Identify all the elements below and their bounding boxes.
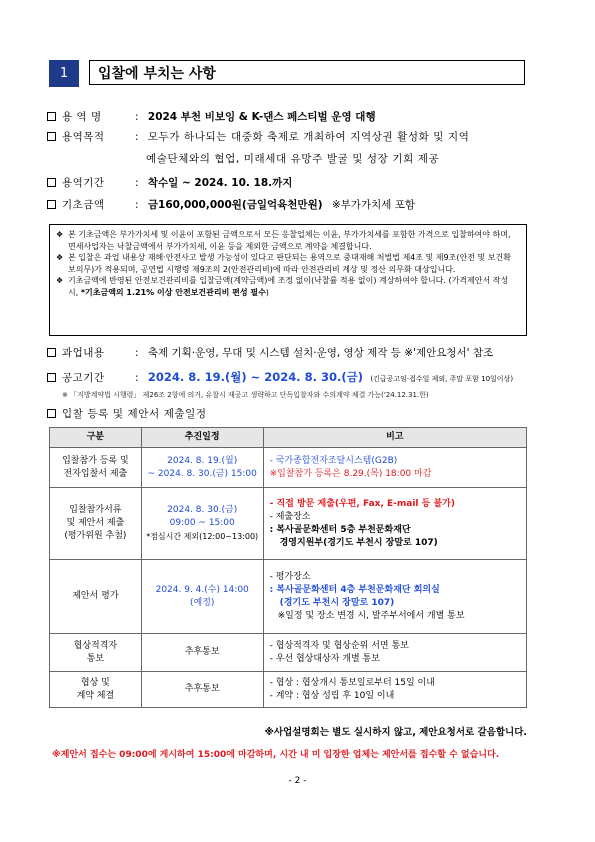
note-item: ❖ 본 입찰은 과업 내용상 재해·안전사고 발생 가능성이 있다고 판단되는 용역으로 중대재해 처벌법 제4조 및 제9조(안전 및 보건확보의무)가 적용되며, 공연법 시행령 제9조의 2(안전관리비)에 따라 안전관리비 계상 및 정산 의무화 대상입니다. (56, 253, 511, 274)
table-row: 협상적격자 통보 추후통보 - 협상적격자 및 협상순위 서면 통보 - 우선 협상대상자 개별 통보 (50, 634, 527, 672)
checkbox-bullet-icon (47, 373, 56, 382)
scope-value: 축제 기획·운영, 무대 및 시스템 설치·운영, 영상 제작 등 ※'제안요청서' 참조 (147, 347, 494, 359)
checkbox-bullet-icon (47, 178, 56, 187)
checkbox-bullet-icon (47, 200, 56, 209)
notice-period-value: 2024. 8. 19.(월) ~ 2024. 8. 30.(금) (147, 370, 364, 384)
checkbox-bullet-icon (47, 348, 56, 357)
diamond-bullet-icon: ❖ (56, 253, 64, 262)
info-scope: 과업내용 : 축제 기획·운영, 무대 및 시스템 설치·운영, 영상 제작 등 ※'제안요청서' 참조 (47, 346, 493, 360)
checkbox-bullet-icon (47, 409, 56, 418)
section-title: 입찰에 부치는 사항 (89, 60, 525, 85)
submission-deadline-note: ※제안서 접수는 09:00에 게시하여 15:00에 마감하며, 시간 내 미 입장한 업체는 제안서를 접수할 수 없습니다. (52, 750, 500, 760)
schedule-table (49, 427, 527, 708)
base-price-suffix: ※부가가치세 포함 (331, 199, 415, 211)
project-name-value: 2024 부천 비보잉 & K-댄스 페스티벌 운영 대행 (147, 111, 376, 123)
note-item: ❖ 본 기초금액은 부가가치세 및 이윤이 포함된 금액으로서 모든 응찰업체는 이윤, 부가가치세를 포함한 가격으로 입찰하여야 하며, 면세사업자는 낙찰금액에서 부가가치세, 이윤 등을 제외한 금액으로 계약을 체결합니다. (56, 230, 511, 251)
diamond-bullet-icon: ❖ (56, 276, 64, 285)
table-header-row (50, 428, 527, 448)
table-row: 입찰참가서류 및 제안서 제출 (평가위원 추첨) 2024. 8. 30.(금) 09:00 ~ 15:00 *점심시간 제외(12:00~13:00) - 직접 방문 제출(우편, Fax, E-mail 등 불가) - 제출장소 : 복사골문화센터 5층 부천문화재단 경영지원부(경기도 부천시 장말로 107) (50, 488, 527, 560)
table-row: 입찰참가 등록 및 전자입찰서 제출 2024. 8. 19.(월) ~ 2024. 8. 30.(금) 15:00 - 국가종합전자조달시스템(G2B) ※입찰참가 등록은 8.29.(목) 18:00 마감 (50, 448, 527, 488)
table-row: 제안서 평가 2024. 9. 4.(수) 14:00 (예정) - 평가장소 : 복사골문화센터 4층 부천문화재단 회의실 (경기도 부천시 장말로 107) ※일정 및 장소 변경 시, 발주부서에서 개별 통보 (50, 560, 527, 634)
diamond-bullet-icon: ❖ (56, 230, 64, 239)
column-header: 비고 (263, 428, 526, 448)
info-period: 용역기간 : 착수일 ~ 2024. 10. 18.까지 (47, 176, 292, 190)
checkbox-bullet-icon (47, 112, 56, 121)
note-item: ❖ 기초금액에 반영된 안전보건관리비를 입찰금액(계약금액)에 조정 없이(낙찰률 적용 없이) 계상하여야 합니다. (가격제안서 작성 시, *기초금액의 1.21% 이상 안전보건관리비 편성 필수) (56, 276, 509, 297)
safety-cost-requirement: *기초금액의 1.21% 이상 안전보건관리비 편성 필수 (80, 287, 266, 297)
rebid-note: ※ 「지방계약법 시행령」 제26조 2항에 의거, 유찰시 재공고 생략하고 단독입찰자와 수의계약 체결 가능('24.12.31.한) (62, 391, 429, 399)
section-number: 1 (49, 60, 79, 87)
info-project-name: 용 역 명 : 2024 부천 비보잉 & K-댄스 페스티벌 운영 대행 (47, 110, 376, 124)
notice-row: 공고기간 : 2024. 8. 19.(월) ~ 2024. 8. 30.(금) (긴급공고임·접수일 제외, 주말 포함 10일이상) (47, 370, 513, 386)
purpose-value: 모두가 하나되는 대중화 축제로 개최하여 지역상권 활성화 및 지역 (147, 131, 470, 143)
column-header: 구분 (50, 428, 142, 448)
notes-box (49, 224, 527, 336)
briefing-note: ※사업설명회는 별도 실시하지 않고, 제안요청서로 갈음합니다. (264, 727, 527, 738)
notice-period-note: (긴급공고임·접수일 제외, 주말 포함 10일이상) (370, 375, 514, 383)
info-purpose: 용역목적 : 모두가 하나되는 대중화 축제로 개최하여 지역상권 활성화 및 지역 (47, 130, 469, 144)
schedule-heading: 입찰 등록 및 제안서 제출일정 (47, 407, 207, 421)
info-base-price: 기초금액 : 금160,000,000원(금일억육천만원) ※부가가치세 포함 (47, 198, 415, 212)
column-header: 추진일정 (141, 428, 263, 448)
table-row: 협상 및 계약 체결 추후통보 - 협상 : 협상개시 통보일로부터 15일 이내 - 계약 : 협상 성립 후 10일 이내 (50, 672, 527, 708)
checkbox-bullet-icon (47, 132, 56, 141)
page-number: - 2 - (288, 776, 307, 786)
period-value: 착수일 ~ 2024. 10. 18.까지 (147, 177, 293, 189)
purpose-value-line2: 예술단체와의 협업, 미래세대 유망주 발굴 및 성장 기회 제공 (146, 153, 440, 165)
section-header (49, 60, 527, 87)
base-price-value: 금160,000,000원(금일억육천만원) (147, 199, 323, 211)
